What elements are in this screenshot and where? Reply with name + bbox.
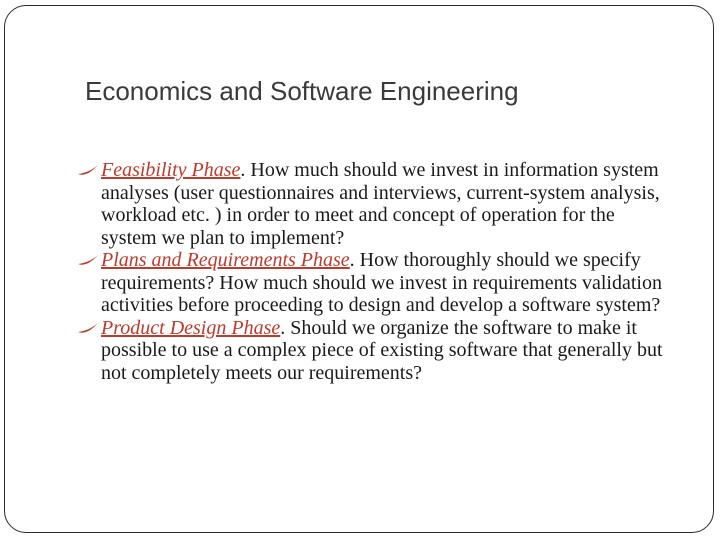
bullet-item-product-design [77,317,667,385]
slide-frame [4,5,714,533]
bullet-text: . Should we organize the software to make it possible to use a complex piece of existing software that generally but not completely meets our requirements? [101,316,663,384]
bullet-text: . How thoroughly should we specify requirements? How much should we invest in requirements validation activities before proceeding to design and develop a software system? [101,249,662,316]
bullet-text: . How much should we invest in information system analyses (user questionnaires and interviews, current-system analysis, workload etc. ) in order to meet and concept of operation for the system we plan to implement? [101,159,660,249]
bullet-item-feasibility [77,159,667,249]
bullet-list [77,159,667,384]
swoosh-bullet-icon [77,253,99,267]
swoosh-bullet-icon [77,163,99,177]
phase-label: Plans and Requirements Phase [101,249,350,271]
phase-label: Product Design Phase [101,316,281,339]
phase-label: Feasibility Phase [101,159,241,181]
slide-title: Economics and Software Engineering [85,76,519,106]
swoosh-bullet-icon [77,321,99,335]
bullet-item-plans-requirements [77,249,667,317]
